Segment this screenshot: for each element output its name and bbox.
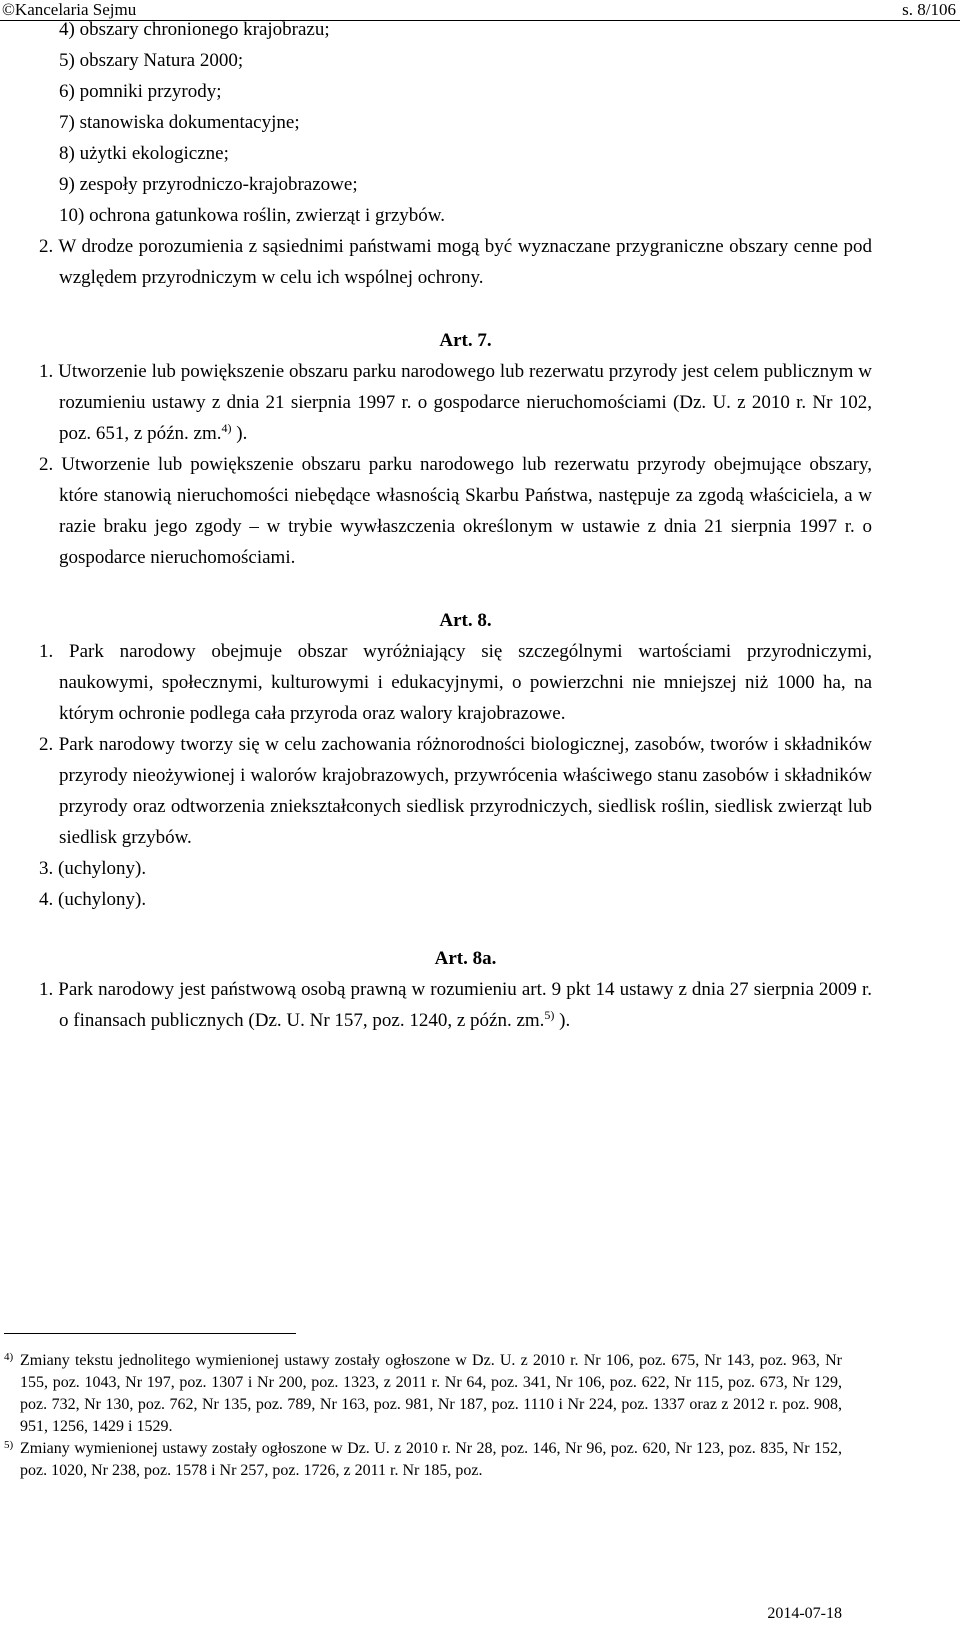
- art8-paragraph-4: 4. (uchylony).: [39, 889, 147, 910]
- list-item: 10) ochrona gatunkowa roślin, zwierząt i grzybów.: [59, 205, 446, 226]
- list-item: 8) użytki ekologiczne;: [59, 143, 229, 164]
- art8-paragraph-2: 2. Park narodowy tworzy się w celu zachowania różnorodności biologicznej, zasobów, tworów i składników przyrody nieożywionej i walorów krajobrazowych, przywrócenia właściwego stanu zasobów i składników przyrody oraz odtworzenia zniekształconych siedlisk przyrodniczych, siedlisk roślin, siedlisk zwierząt lub siedlisk grzybów.: [39, 734, 872, 848]
- header-source: ©Kancelaria Sejmu: [2, 0, 137, 19]
- list-item: 9) zespoły przyrodniczo-krajobrazowe;: [59, 174, 358, 195]
- art8a-p1-end: ).: [554, 1010, 571, 1031]
- art7-p1-end: ).: [231, 423, 248, 444]
- art8-paragraph-3: 3. (uchylony).: [39, 858, 147, 879]
- page-number: s. 8/106: [902, 0, 956, 19]
- art8a-p1-text: 1. Park narodowy jest państwową osobą prawną w rozumieniu art. 9 pkt 14 ustawy z dnia 27 sierpnia 2009 r. o finansach publicznych (Dz. U. Nr 157, poz. 1240, z późn. zm.: [39, 979, 872, 1031]
- list-item: 4) obszary chronionego krajobrazu;: [59, 19, 330, 40]
- spacer: [14, 293, 872, 325]
- art7-p1-text: 1. Utworzenie lub powiększenie obszaru parku narodowego lub rezerwatu przyrody jest celem publicznym w rozumieniu ustawy z dnia 21 sierpnia 1997 r. o gospodarce nieruchomościami (Dz. U. z 2010 r. Nr 102, poz. 651, z późn. zm.: [39, 361, 872, 444]
- document-date: 2014-07-18: [767, 1605, 842, 1622]
- footnote-5: [4, 1438, 842, 1482]
- list-item: 7) stanowiska dokumentacyjne;: [59, 112, 300, 133]
- art7-paragraph-2: 2. Utworzenie lub powiększenie obszaru parku narodowego lub rezerwatu przyrody obejmujące obszary, które stanowią nieruchomości niebędące własnością Skarbu Państwa, następuje za zgodą właściciela, a w razie braku jego zgody – w trybie wywłaszczenia określonym w ustawie z dnia 21 sierpnia 1997 r. o gospodarce nieruchomościami.: [39, 454, 872, 568]
- art8-heading: Art. 8.: [439, 610, 492, 631]
- footnote-mark: 4): [4, 1351, 14, 1363]
- list-item: 5) obszary Natura 2000;: [59, 50, 244, 71]
- footnote-text: Zmiany wymienionej ustawy zostały ogłoszone w Dz. U. z 2010 r. Nr 28, poz. 146, Nr 96, poz. 620, Nr 123, poz. 835, Nr 152, poz. 1020, Nr 238, poz. 1578 i Nr 257, poz. 1726, z 2011 r. Nr 185, poz.: [20, 1440, 842, 1479]
- document-body: [14, 14, 872, 1036]
- list-item: 6) pomniki przyrody;: [59, 81, 222, 102]
- art8-paragraph-1: 1. Park narodowy obejmuje obszar wyróżniający się szczególnymi wartościami przyrodniczymi, naukowymi, społecznymi, kulturowymi i edukacyjnymi, o powierzchni nie mniejszej niż 1000 ha, na którym ochronie podlega cała przyroda oraz walory krajobrazowe.: [39, 641, 872, 724]
- footnote-ref-4[interactable]: 4): [221, 421, 232, 435]
- art6-paragraph-2: 2. W drodze porozumienia z sąsiednimi państwami mogą być wyznaczane przygraniczne obszary cenne pod względem przyrodniczym w celu ich wspólnej ochrony.: [39, 236, 872, 288]
- footnote-text: Zmiany tekstu jednolitego wymienionej ustawy zostały ogłoszone w Dz. U. z 2010 r. Nr 106, poz. 675, Nr 143, poz. 963, Nr 155, poz. 1043, Nr 197, poz. 1307 i Nr 200, poz. 1323, z 2011 r. Nr 64, poz. 341, Nr 106, poz. 622, Nr 115, poz. 673, Nr 129, poz. 732, Nr 130, poz. 762, Nr 135, poz. 789, Nr 163, poz. 981, Nr 187, poz. 1110 i Nr 224, poz. 1337 oraz z 2012 r. poz. 908, 951, 1256, 1429 i 1529.: [20, 1352, 842, 1435]
- art7-heading: Art. 7.: [439, 330, 492, 351]
- art7-paragraph-1: [14, 356, 872, 449]
- footnote-4: [4, 1350, 842, 1438]
- footnote-mark: 5): [4, 1439, 14, 1451]
- footnote-divider: [4, 1333, 296, 1334]
- spacer: [14, 915, 872, 943]
- spacer: [14, 573, 872, 605]
- footnotes: [4, 1350, 842, 1482]
- art8a-heading: Art. 8a.: [434, 948, 497, 969]
- art8a-paragraph-1: [14, 974, 872, 1036]
- footnote-ref-5[interactable]: 5): [544, 1008, 555, 1022]
